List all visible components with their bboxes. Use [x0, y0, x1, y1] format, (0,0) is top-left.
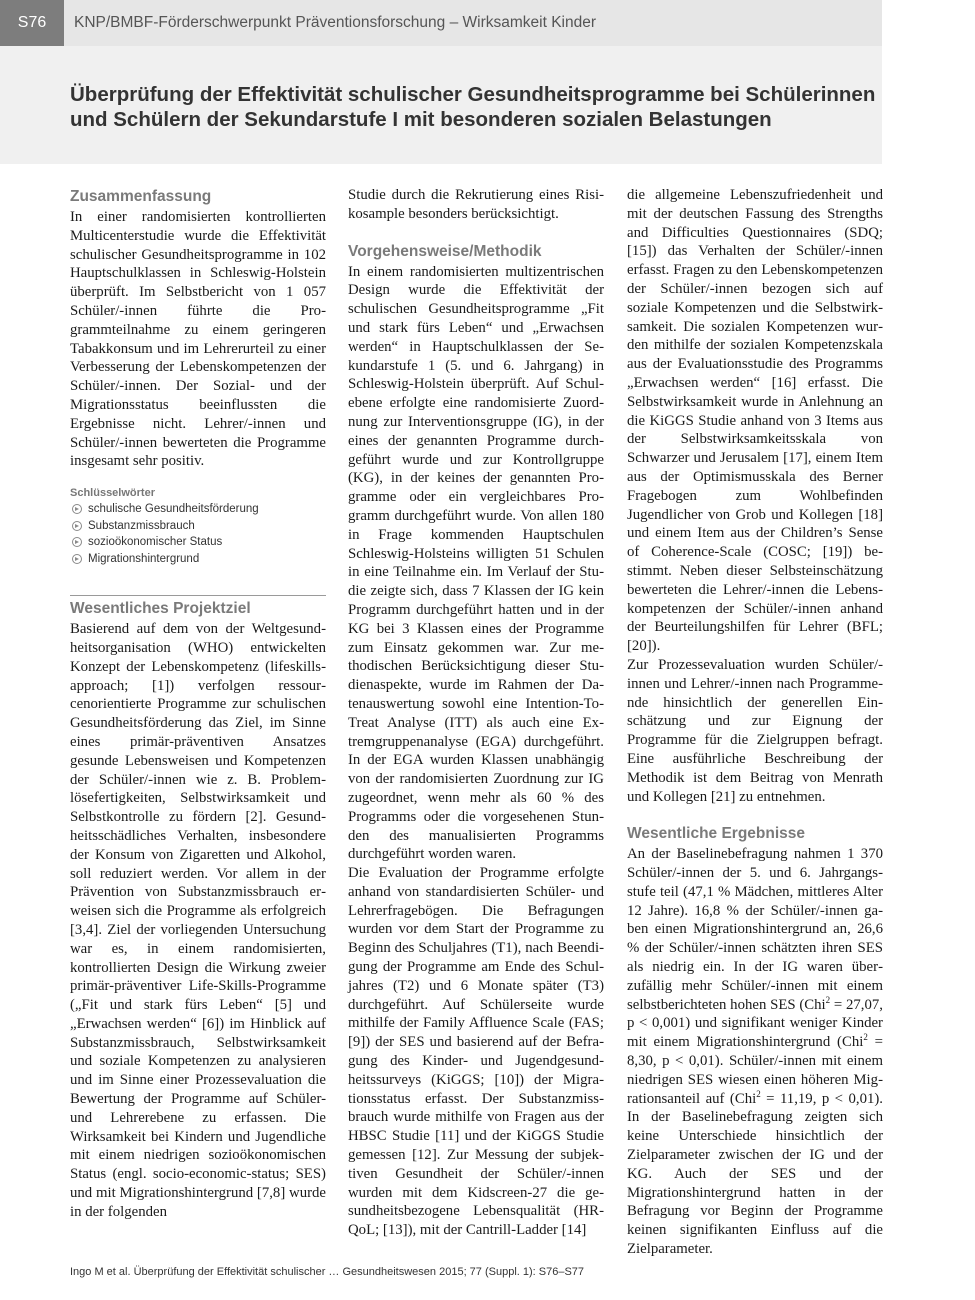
circle-arrow-icon — [72, 554, 82, 564]
section-divider — [70, 595, 326, 596]
keyword-label: sozioökonomischer Status — [88, 536, 223, 549]
keyword-item — [70, 501, 326, 518]
column-1 — [70, 186, 326, 1222]
keyword-label: Migrationshintergrund — [88, 552, 200, 565]
methodik-paragraph-2: Die Evaluation der Programme erfolgte anhand von standardisierten Schüler- und Lehrerfragebögen. Die Befragungen wurden vor dem Start der Programme zu Beginn des Schuljahres (T1), nach Beendigung der Programme am Ende des Schuljahres (T2) und 6 Monate später (T3) durchgeführt. Auf Schülerseite wurde mithilfe der Family Affluence Scale (FAS; [9]) der SES und basierend auf der Befragung des Kinder- und Jugendgesundheitssurveys (KiGGS; [10]) der Migrationsstatus erfasst. Der Substanzmissbrauch wurde mithilfe von Fragen aus der HBSC Studie [11] und der KiGGS Studie gemessen [12]. Zur Messung der subjektiven Gesundheit der Schüler/-innen wurden mit dem Kidscreen-27 die gesundheitsbezogene Lebensqualität (HRQoL; [13]), mit der Cantrill-Ladder [14] — [348, 865, 604, 1239]
keywords-list — [70, 501, 326, 567]
zusammenfassung-text: In einer randomisierten kontrollierten Multicenterstudie wurde die Effektivität schulischer Gesundheitsprogramme in 102 Hauptschulklassen in Schleswig-Holstein überprüft. Im Selbstbericht von 1 057 Schüler/-innen führte die Programmteilnahme zu einem geringeren Tabakkonsum und im Lehrerurteil zu einer Verbesserung der Lebenskompetenzen der Schüler/-innen. Der Sozial- und der Migrationsstatus beeinflussten die Ergebnisse nicht. Lehrer/-innen und Schüler/-innen bewerteten die Programme insgesamt sehr positiv. — [70, 209, 326, 470]
keyword-label: schulische Gesundheitsförderung — [88, 503, 259, 516]
ergebnisse-text: An der Baselinebefragung nahmen 1 370 Schüler/-innen der 5. und 6. Jahrgangsstufe teil (47,1 % Mädchen, mittleres Alter 12 Jahre). 16,8 % der Schüler/-innen gaben einen Migrationshintergrund an, 26,6 % der Schüler/-innen schätzten ihren SES als niedrig ein. In der IG waren überzufällig mehr Schüler/-innen mit einem selbstberichteten hohen SES (Chi$^2$ = 27,07, p < 0,001) und signifikant weniger Kinder mit einem Migrationshintergrund (Chi$^2$ = 8,30, p < 0,01). Schüler/-innen mit einem niedrigen SES wiesen einen höheren Migrationsanteil auf (Chi$^2$ = 11,19, p < 0,01). In der Baselinebefragung zeigten sich keine Unterschiede hinsichtlich der Zielparameter zwischen der IG und der KG. Auch der SES und der Migrationshintergrund hatten in der Befragung vor Beginn der Programme keinen signifikanten Einfluss auf die Zielparameter. — [627, 846, 884, 1258]
projektziel-heading: Wesentliches Projektziel — [70, 600, 251, 618]
projektziel-text: Basierend auf dem von der Weltgesundheitsorganisation (WHO) entwickelten Konzept der Lebenskompetenz (lifeskills-approach; [1]) verfolgen ressourcenorientierte Programme zur schulischen Gesundheitsförderung das Ziel, im Sinne eines primär-präventiven Ansatzes gesunde Lebensweisen und Kompetenzen der Schüler/-innen wie z. B. Problemlösefertigkeiten, Selbstwirksamkeit und Selbstkontrolle zu fördern [2]. Gesundheitsschädliches Verhalten, insbesondere der Konsum von Zigaretten und Alkohol, soll reduziert werden. Vor allem in der Prävention von Substanzmissbrauch erweisen sich die Programme als erfolgreich [3,4]. Ziel der vorliegenden Untersuchung war es, in einem randomisierten, kontrollierten Design die Wirkung zweier primär-präventiver Life-Skills-Programme („Fit und stark fürs Leben“ [5] und „Erwachsen werden“ [6]) im Hinblick auf Substanzmissbrauch, Selbstwirksamkeit und soziale Kompetenzen zu analysieren und im Sinne einer Prozessevaluation die Bewertung der Programme auf Schüler- und Lehrerebene zu erfassen. Die Wirksamkeit bei Kindern und Jugendliche mit einem niedrigen sozioökonomischen Status (engl. socio-economic-status; SES) und mit Migrationshintergrund [7,8] wurde in der folgenden — [70, 621, 326, 1220]
title-line-2: und Schülern der Sekundarstufe I mit besonderen sozialen Belastungen — [70, 108, 772, 131]
article-title — [70, 82, 878, 132]
title-line-1: Überprüfung der Effektivität schulischer Gesundheitsprogramme bei Schülerinnen — [70, 83, 876, 106]
column-3 — [627, 186, 883, 1259]
methodik-heading: Vorgehensweise/Methodik — [348, 242, 542, 260]
circle-arrow-icon — [72, 537, 82, 547]
keyword-item — [70, 534, 326, 551]
keyword-label: Substanzmissbrauch — [88, 519, 195, 532]
projektziel-continuation: Studie durch die Rekrutierung eines Risikosample besonders berücksichtigt. — [348, 187, 604, 222]
zusammenfassung-heading: Zusammenfassung — [70, 188, 212, 205]
circle-arrow-icon — [72, 521, 82, 531]
keyword-item — [70, 551, 326, 568]
footer-citation: Ingo M et al. Überprüfung der Effektivität schulischer … Gesundheitswesen 2015; 77 (Suppl. 1): S76–S77 — [70, 1266, 585, 1278]
methodik-paragraph-3: Zur Prozessevaluation wurden Schüler/-innen und Lehrer/-innen nach Programmende hinsichtlich der generellen Einschätzung und zur Eignung der Programme für die Zielgruppen befragt. Eine ausführliche Beschreibung der Methodik ist dem Beitrag von Menrath und Kollegen [21] zu entnehmen. — [627, 656, 883, 805]
keywords-heading: Schlüsselwörter — [70, 487, 155, 500]
methodik-paragraph-2-continuation: die allgemeine Lebenszufriedenheit und mit der deutschen Fassung des Strengths and Difficulties Questionnaires (SDQ; [15]) das Verhalten der Schüler/-innen erfasst. Fragen zu den Lebenskompetenzen der Schüler/-innen bezogen sich auf soziale Kompetenzen und die Selbstwirksamkeit. Die sozialen Kompetenzen wurden mithilfe der sozialen Kompetenzskala aus der Evaluationsstudie des Programms „Erwachsen werden“ [16] erfasst. Die Selbstwirksamkeit wurde in Anlehnung an die KiGGS Studie anhand von 3 Items aus der Selbstwirksamkeitsskala von Schwarzer und Jerusalem [17], einem Item aus der Optimismusskala des Berner Fragebogen zum Wohlbefinden Jugendlicher von Grob und Kollegen [18] und einem Item aus der Children’s Sense of Coherence-Scale (COSC; [19]) bestimmt. Neben dieser Selbsteinschätzung bewerteten die Lehrer/-innen die Lebenskompetenzen der Schüler/-innen anhand der Beurteilungshilfen für Lehrer (BFL; [20]). — [627, 187, 883, 655]
ergebnisse-heading: Wesentliche Ergebnisse — [627, 825, 806, 843]
circle-arrow-icon — [72, 504, 82, 514]
running-head: KNP/BMBF-Förderschwerpunkt Präventionsforschung – Wirksamkeit Kinder — [74, 14, 597, 31]
keyword-item — [70, 518, 326, 535]
methodik-paragraph-1: In einem randomisierten multizentrischen Design wurde die Effektivität der schulischen Gesundheitsprogramme „Fit und stark fürs Leben“ und „Erwachsen werden“ in Hauptschulklassen der Sekundarstufe 1 (5. und 6. Jahrgang) in Schleswig-Holstein überprüft. Auf Schulebene erfolgte eine randomisierte Zuordnung zur Interventionsgruppe (IG), in der eines der genannten Programme durchgeführt wurde und zur Kontrollgruppe (KG), in der keines der genannten Programme oder ein vergleichbares Programm durchgeführt wurde. Von allen 180 in Frage kommenden Hauptschulen Schleswig-Holsteins willigten 51 Schulen in eine Teilnahme ein. Im Verlauf der Studie zeigte sich, dass 7 Klassen der IG kein Programm durchgeführt hatten und in der KG bei 3 Klassen eines der Programme zum Einsatz gekommen war. Zur methodischen Berücksichtigung dieser Studienaspekte, wurde im Rahmen der Datenauswertung sowohl eine Intention-To-Treat Analyse (ITT) als auch eine Extremgruppenanalyse (EGA) durchgeführt. In der EGA wurden Klassen unabhängig von der randomisierten Zuordnung zur IG zugeordnet, wenn mehr als 60 % des Programms oder die vorgesehenen Stunden des manualisierten Programms durchgeführt worden waren. — [348, 263, 604, 863]
page-number: S76 — [0, 0, 64, 46]
column-2 — [348, 186, 604, 1240]
